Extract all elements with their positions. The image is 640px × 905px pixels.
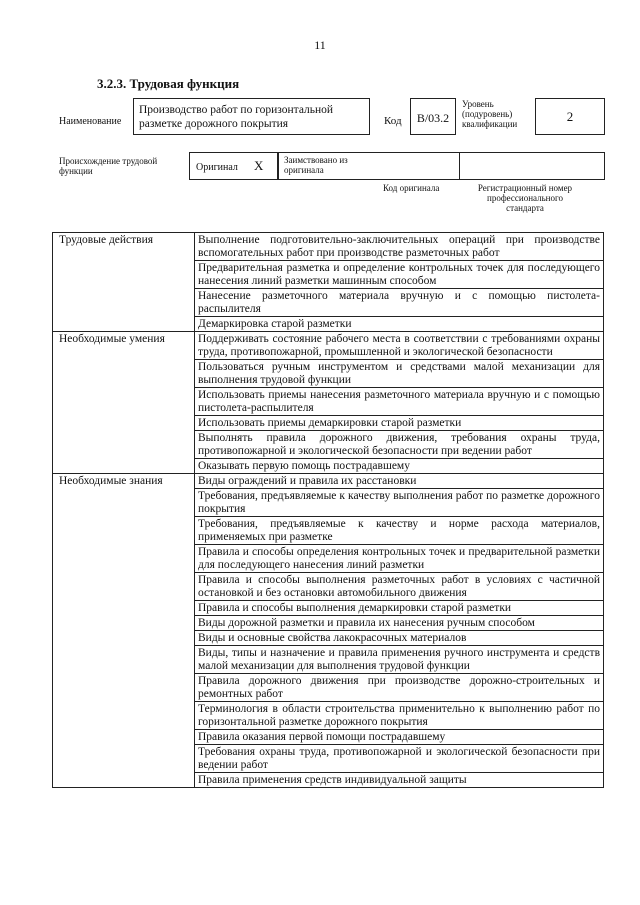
item-cell: Правила оказания первой помощи пострадавшему (195, 730, 604, 745)
item-cell: Правила и способы определения контрольных точек и предварительной разметки для последующего нанесения линий разметки (195, 545, 604, 573)
level-value-box (535, 98, 605, 135)
item-cell: Нанесение разметочного материала вручную и с помощью пистолета-распылителя (195, 289, 604, 317)
item-cell: Использовать приемы демаркировки старой разметки (195, 416, 604, 431)
level-label: Уровень (подуровень) квалификации (462, 99, 518, 129)
code-label: Код (384, 115, 402, 127)
item-cell: Оказывать первую помощь пострадавшему (195, 459, 604, 474)
name-value: Производство работ по горизонтальной разметке дорожного покрытия (139, 104, 334, 130)
table-row (53, 332, 604, 360)
item-cell: Демаркировка старой разметки (195, 317, 604, 332)
name-value-box (133, 98, 370, 135)
category-cell: Необходимые умения (53, 332, 195, 474)
borrowed-label: Заимствовано из оригинала (284, 155, 348, 175)
item-cell: Требования охраны труда, противопожарной и экологической безопасности при ведении работ (195, 745, 604, 773)
item-cell: Требования, предъявляемые к качеству и норме расхода материалов, применяемых при разметке (195, 517, 604, 545)
origin-label: Происхождение трудовой функции (59, 156, 158, 176)
item-cell: Выполнять правила дорожного движения, требования охраны труда, противопожарной и экологической безопасности при ведении работ (195, 431, 604, 459)
code-value: B/03.2 (416, 111, 450, 125)
reg-number-box (460, 152, 605, 180)
item-cell: Терминология в области строительства применительно к выполнению работ по горизонтальной разметке дорожного покрытия (195, 702, 604, 730)
code-value-box (410, 98, 456, 135)
category-cell: Трудовые действия (53, 233, 195, 332)
item-cell: Виды ограждений и правила их расстановки (195, 474, 604, 489)
item-cell: Правила и способы выполнения разметочных работ в условиях с частичной остановкой и без остановки автомобильного движения (195, 573, 604, 601)
item-cell: Правила применения средств индивидуальной защиты (195, 773, 604, 788)
page-number: 11 (314, 38, 326, 52)
borrowed-box (278, 152, 460, 180)
item-cell: Виды и основные свойства лакокрасочных материалов (195, 631, 604, 646)
item-cell: Использовать приемы нанесения разметочного материала вручную и с помощью пистолета-распылителя (195, 388, 604, 416)
item-cell: Правила дорожного движения при производстве дорожно-строительных и ремонтных работ (195, 674, 604, 702)
item-cell: Виды, типы и назначение и правила применения ручного инструмента и средств малой механизации для выполнения трудовой функции (195, 646, 604, 674)
original-box (189, 152, 278, 180)
item-cell: Виды дорожной разметки и правила их нанесения ручным способом (195, 616, 604, 631)
item-cell: Поддерживать состояние рабочего места в соответствии с требованиями охраны труда, противопожарной, промышленной и экологической безопасности (195, 332, 604, 360)
item-cell: Выполнение подготовительно-заключительных операций при производстве вспомогательных работ при производстве разметочных работ (195, 233, 604, 261)
level-value: 2 (566, 109, 574, 124)
item-cell: Предварительная разметка и определение контрольных точек для последующего нанесения линий разметки машинным способом (195, 261, 604, 289)
section-title: 3.2.3. Трудовая функция (97, 76, 240, 91)
table-row (53, 233, 604, 261)
reg-number-label: Регистрационный номер профессионального стандарта (477, 183, 573, 213)
table-row (53, 474, 604, 489)
original-mark: X (254, 158, 264, 173)
original-label: Оригинал (196, 162, 238, 173)
item-cell: Пользоваться ручным инструментом и средствами малой механизации для выполнения трудовой функции (195, 360, 604, 388)
labor-function-table (52, 232, 604, 788)
item-cell: Правила и способы выполнения демаркировки старой разметки (195, 601, 604, 616)
name-label: Наименование (59, 116, 122, 127)
category-cell: Необходимые знания (53, 474, 195, 788)
original-code-label: Код оригинала (383, 183, 440, 193)
item-cell: Требования, предъявляемые к качеству выполнения работ по разметке дорожного покрытия (195, 489, 604, 517)
